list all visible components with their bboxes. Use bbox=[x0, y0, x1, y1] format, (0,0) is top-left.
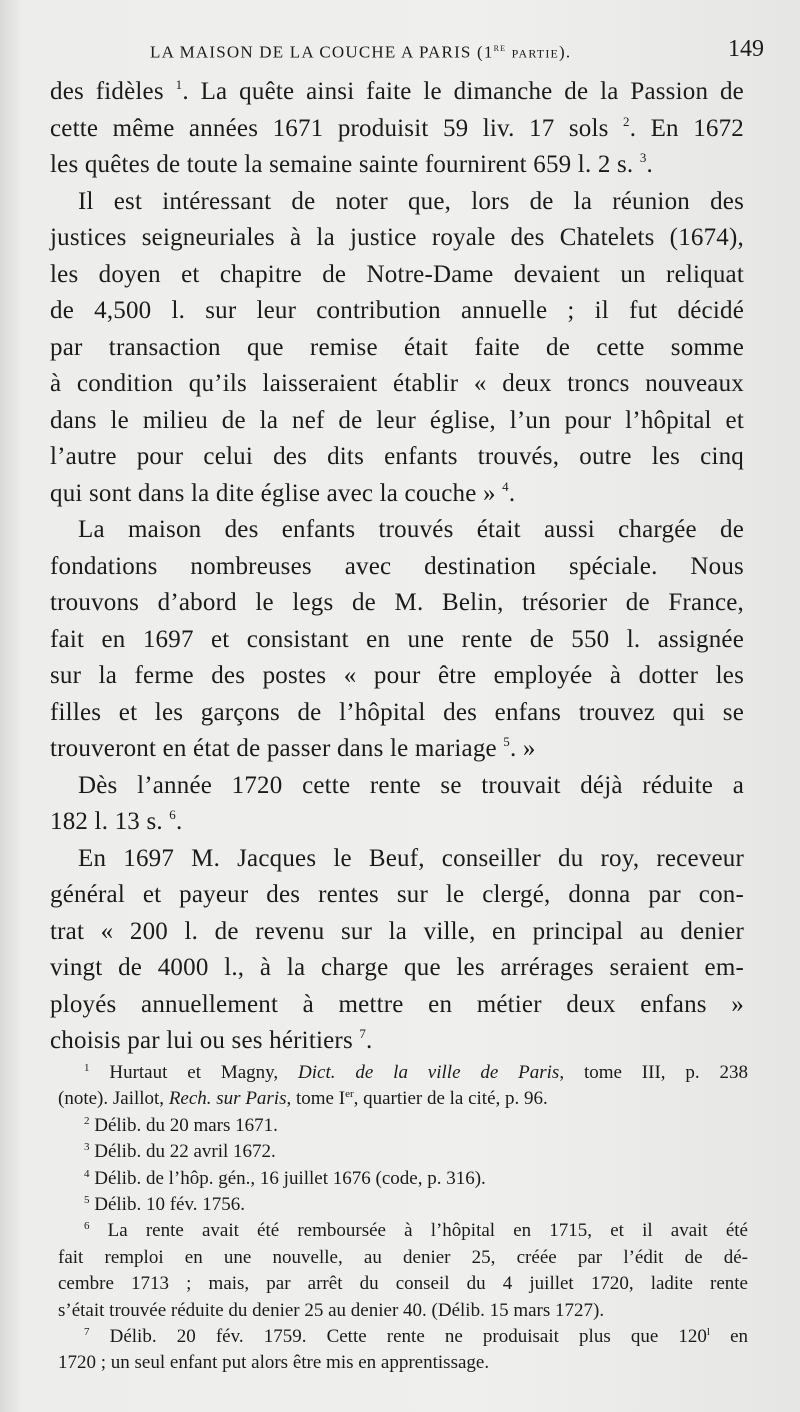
text-line: à condition qu’ils laisseraient établir « deux troncs nouveaux bbox=[50, 370, 744, 397]
footnote-number: 2 bbox=[84, 1114, 90, 1127]
text-line: l’autre pour celui des dits enfants trouvés, outre les cinq bbox=[50, 443, 744, 470]
footnote-6-line-4: s’était trouvée réduite du denier 25 au denier 40. (Délib. 15 mars 1727). bbox=[58, 1299, 605, 1321]
text-line: de 4,500 l. sur leur contribution annuelle ; il fut décidé bbox=[50, 297, 744, 324]
text-line: général et payeur des rentes sur le clergé, donna par con- bbox=[50, 881, 744, 908]
text-line: fait en 1697 et consistant en une rente de 550 l. assignée bbox=[50, 625, 744, 653]
text-line: qui sont dans la dite église avec la couche » $^4$. bbox=[50, 478, 516, 507]
footnote-ref: 1 bbox=[175, 77, 183, 92]
running-head-title-text: LA MAISON DE LA COUCHE A PARIS (1 bbox=[150, 42, 494, 62]
footnote-1-line-1: $^1$ Hurtaut et Magny, Dict. de la ville de Paris, tome III, p. 238 bbox=[84, 1062, 748, 1083]
text-line: trouveront en état de passer dans le mariage $^5$. » bbox=[50, 734, 536, 762]
text-line: sur la ferme des postes « pour être employée à dotter les bbox=[50, 662, 744, 689]
footnote-ref: 4 bbox=[502, 478, 509, 494]
footnote-ref: 7 bbox=[359, 1026, 367, 1041]
text-line: par transaction que remise était faite de cette somme bbox=[50, 333, 744, 361]
footnote-ref: 3 bbox=[639, 150, 647, 165]
text-line: justices seigneuriales à la justice royale des Chatelets (1674), bbox=[50, 224, 744, 251]
footnote-3: $^3$ Délib. du 22 avril 1672. bbox=[84, 1141, 276, 1163]
footnote-2: $^2$ Délib. du 20 mars 1671. bbox=[84, 1114, 278, 1136]
footnote-number: 5 bbox=[84, 1194, 90, 1207]
running-head-title bbox=[150, 40, 571, 63]
text-line: vingt de 4000 l., à la charge que les arrérages seraient em- bbox=[50, 954, 744, 981]
footnote-number: 4 bbox=[84, 1167, 90, 1180]
footnote-4: $^4$ Délib. de l’hôp. gén., 16 juillet 1676 (code, p. 316). bbox=[84, 1167, 486, 1189]
text-line: trat « 200 l. de revenu sur la ville, en principal au denier bbox=[50, 917, 744, 945]
footnotes bbox=[58, 1060, 748, 1377]
footnote-6-line-3: cembre 1713 ; mais, par arrêt du conseil du 4 juillet 1720, ladite rente bbox=[58, 1273, 748, 1295]
footnote-7-line-1: $^7$ Délib. 20 fév. 1759. Cette rente ne produisait plus que 120$^l$ en bbox=[84, 1326, 749, 1348]
running-head bbox=[150, 34, 764, 74]
text-line: filles et les garçons de l’hôpital des enfans trouvez qui se bbox=[50, 698, 744, 726]
text-line: choisis par lui ou ses héritiers $^7$. bbox=[50, 1026, 373, 1054]
text-line: Dès l’année 1720 cette rente se trouvait déjà réduite a bbox=[78, 771, 744, 799]
footnote-6-line-1: $^6$ La rente avait été remboursée à l’hôpital en 1715, et il avait été bbox=[84, 1220, 748, 1242]
text-line: fondations nombreuses avec destination spéciale. Nous bbox=[50, 552, 744, 580]
footnote-ref: 5 bbox=[503, 734, 510, 749]
footnote-number: 3 bbox=[84, 1141, 90, 1154]
footnote-7-line-2: 1720 ; un seul enfant put alors être mis en apprentissage. bbox=[58, 1352, 490, 1374]
text-line: La maison des enfants trouvés était aussi chargée de bbox=[78, 516, 744, 543]
text-line: En 1697 M. Jacques le Beuf, conseiller du roy, receveur bbox=[78, 844, 744, 872]
text-line: 182 l. 13 s. $^6$. bbox=[50, 807, 183, 835]
footnote-number: 1 bbox=[84, 1062, 90, 1074]
running-head-title-end: partie). bbox=[506, 42, 572, 62]
footnote-number: 6 bbox=[84, 1220, 90, 1233]
footnote-ref: 6 bbox=[169, 807, 176, 822]
footnote-number: 7 bbox=[84, 1326, 90, 1339]
text-line: trouvons d’abord le legs de M. Belin, trésorier de France, bbox=[50, 589, 744, 616]
text-line: dans le milieu de la nef de leur église, l’un pour l’hôpital et bbox=[50, 406, 744, 434]
text-line: les quêtes de toute la semaine sainte fournirent 659 l. 2 s. $^3$. bbox=[50, 150, 653, 178]
text-line: cette même années 1671 produisit 59 liv. 17 sols $^2$. En 1672 bbox=[50, 113, 744, 142]
text-line: Il est intéressant de noter que, lors de la réunion des bbox=[78, 187, 744, 215]
text-line: des fidèles $^1$. La quête ainsi faite le dimanche de la Passion de bbox=[50, 77, 744, 105]
footnote-5: $^5$ Délib. 10 fév. 1756. bbox=[84, 1194, 245, 1216]
running-head-title-superscript: re bbox=[493, 40, 507, 54]
text-line: les doyen et chapitre de Notre-Dame devaient un reliquat bbox=[50, 260, 744, 288]
main-text bbox=[50, 74, 744, 1060]
footnote-ref: 2 bbox=[623, 113, 630, 129]
footnote-1-line-2: (note). Jaillot, Rech. sur Paris, tome Ier, quartier de la cité, p. 96. bbox=[58, 1088, 548, 1110]
page-number: 149 bbox=[728, 36, 764, 62]
text-line: ployés annuellement à mettre en métier deux enfans » bbox=[50, 990, 744, 1018]
footnote-6-line-2: fait remploi en une nouvelle, au denier 25, créée par l’édit de dé- bbox=[58, 1246, 748, 1268]
